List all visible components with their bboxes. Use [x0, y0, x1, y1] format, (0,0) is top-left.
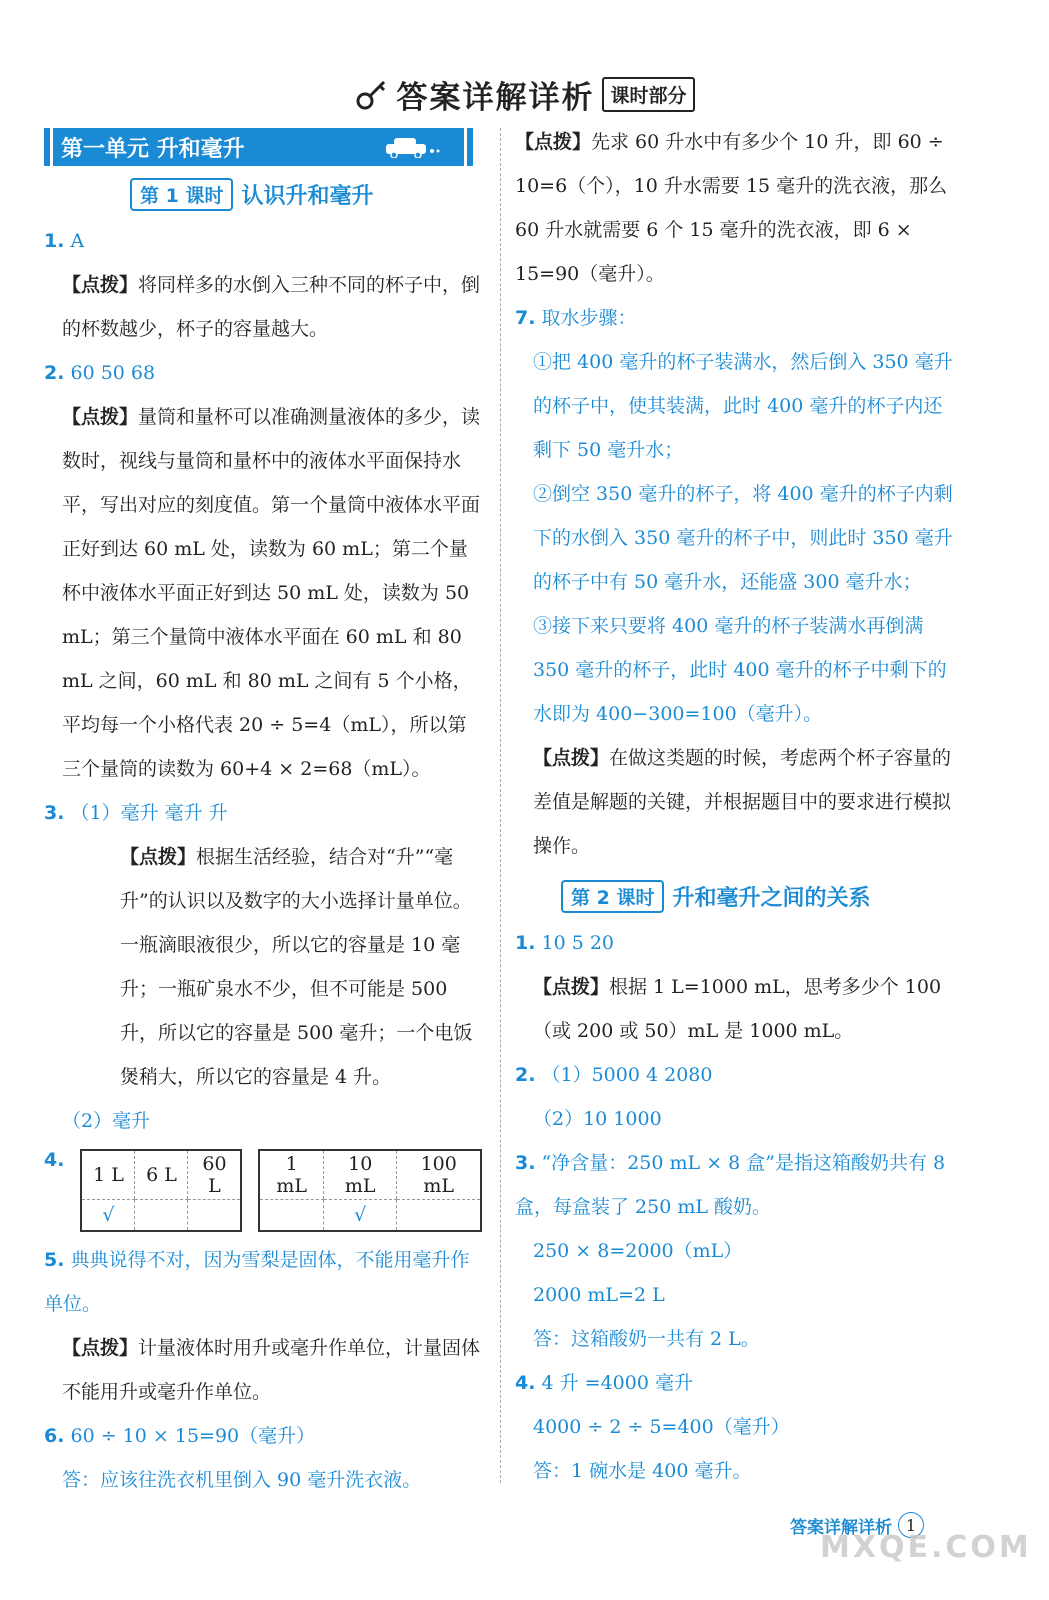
footer-label: 答案详解详析 [790, 1517, 892, 1538]
tip-text: 根据 1 L=1000 mL，思考多少个 100（或 200 或 50）mL 是 1000 mL。 [533, 976, 942, 1042]
answer: （2）毫升 [62, 1110, 151, 1132]
lesson-1-heading [130, 178, 482, 211]
question-number: 5. [44, 1249, 65, 1271]
tip-label: 【点拨】 [515, 131, 592, 153]
check-mark [135, 1200, 188, 1232]
tip [44, 1326, 482, 1414]
question-number: 1. [515, 932, 536, 954]
question-number: 2. [515, 1064, 536, 1086]
tip-text: 量筒和量杯可以准确测量液体的多少，读数时，视线与量筒和量杯中的液体水平面保持水平，写出对应的刻度值。第一个量筒中液体水平面正好到达 60 mL 处，读数为 60 mL；第二个量杯中液体水平面正好到达 50 mL 处，读数为 50 mL；第三个量筒中液体水平面在 60 mL 和 80 mL 之间，60 mL 和 80 mL 之间有 5 个小格，平均每一个小格代表 20 ÷ 5=4（mL），所以第三个量筒的读数为 60+4 × 2=68（mL）。 [62, 406, 481, 780]
tip [44, 395, 482, 791]
question-1 [44, 219, 482, 263]
answer: 4 升 =4000 毫升 [541, 1372, 693, 1394]
question-number: 4. [515, 1372, 536, 1394]
final-answer: 答：1 碗水是 400 毫升。 [533, 1460, 752, 1482]
tip-label: 【点拨】 [533, 747, 610, 769]
question-r4 [515, 1361, 955, 1405]
answer: （1）5000 4 2080 [541, 1064, 713, 1086]
question-r2 [515, 1053, 955, 1097]
car-icon [382, 136, 442, 158]
answer: 60 50 68 [70, 362, 156, 384]
tip-text: 先求 60 升水中有多少个 10 升，即 60 ÷ 10=6（个），10 升水需要 15 毫升的洗衣液，那么 60 升水就需要 6 个 15 毫升的洗衣液，即 6 × 15=90（毫升）。 [515, 131, 948, 285]
tip [515, 120, 955, 296]
page-header [0, 72, 1049, 122]
tip-text: 将同样多的水倒入三种不同的杯子中，倒的杯数越少，杯子的容量越大。 [62, 274, 481, 340]
check-mark: √ [323, 1200, 397, 1232]
table-header: 10 mL [323, 1150, 397, 1200]
question-number: 3. [44, 802, 65, 824]
question-r1 [515, 921, 955, 965]
answer-text: “净含量：250 mL × 8 盒”是指这箱酸奶共有 8 盒，每盒装了 250 mL 酸奶。 [515, 1152, 946, 1218]
page-title: 答案详解详析 [396, 80, 595, 116]
question-3 [44, 791, 482, 835]
tip [44, 263, 482, 351]
watermark: MXQE.COM [820, 1530, 1032, 1565]
question-r3 [515, 1141, 955, 1229]
calculation: 4000 ÷ 2 ÷ 5=400（毫升） [533, 1416, 790, 1438]
tip-text: 根据生活经验，结合对“升”“毫升”的认识以及数字的大小选择计量单位。一瓶滴眼液很少，所以它的容量是 10 毫升；一瓶矿泉水不少，但不可能是 500 升，所以它的容量是 500 毫升；一个电饭煲稍大，所以它的容量是 4 升。 [120, 846, 473, 1088]
check-mark: √ [81, 1200, 135, 1232]
tip-label: 【点拨】 [62, 406, 139, 428]
lesson-2-tag: 第 2 课时 [561, 880, 664, 913]
tip-label: 【点拨】 [62, 1337, 139, 1359]
tip-text: 在做这类题的时候，考虑两个杯子容量的差值是解题的关键，并根据题目中的要求进行模拟操作。 [533, 747, 952, 857]
question-6 [44, 1414, 482, 1458]
question-7 [515, 296, 955, 340]
unit-table-liters [80, 1149, 242, 1232]
lesson-1-tag: 第 1 课时 [130, 178, 233, 211]
calculation: 2000 mL=2 L [533, 1284, 665, 1306]
question-number: 2. [44, 362, 65, 384]
answer: （2）10 1000 [533, 1108, 662, 1130]
answer-intro: 取水步骤： [541, 307, 637, 329]
question-2 [44, 351, 482, 395]
tip [515, 965, 955, 1053]
lesson-2-heading [561, 880, 955, 913]
step-2: ②倒空 350 毫升的杯子，将 400 毫升的杯子内剩下的水倒入 350 毫升的杯子中，则此时 350 毫升的杯子中有 50 毫升水，还能盛 300 毫升水； [533, 483, 953, 593]
key-icon [354, 78, 388, 112]
final-answer: 答：这箱酸奶一共有 2 L。 [533, 1328, 760, 1350]
table-header: 1 L [81, 1150, 135, 1200]
question-number: 4. [44, 1149, 65, 1171]
table-header: 60 L [188, 1150, 242, 1200]
question-number: 6. [44, 1425, 65, 1447]
tip [44, 835, 482, 1099]
banner-bar-left [44, 128, 53, 166]
question-number: 1. [44, 230, 65, 252]
final-answer: 答：应该往洗衣机里倒入 90 毫升洗衣液。 [62, 1469, 422, 1491]
check-mark [259, 1200, 323, 1232]
page-number: 1 [898, 1512, 924, 1538]
right-column [515, 128, 955, 1493]
table-header: 6 L [135, 1150, 188, 1200]
left-column [44, 128, 482, 1502]
lesson-2-name: 升和毫升之间的关系 [672, 886, 871, 911]
check-mark [397, 1200, 481, 1232]
question-number: 3. [515, 1152, 536, 1174]
step-1: ①把 400 毫升的杯子装满水，然后倒入 350 毫升的杯子中，使其装满，此时 400 毫升的杯子内还剩下 50 毫升水； [533, 351, 953, 461]
column-divider [500, 128, 501, 1483]
lesson-1-name: 认识升和毫升 [241, 184, 374, 209]
table-header: 100 mL [397, 1150, 481, 1200]
tip [515, 736, 955, 868]
unit-table-milliliters [258, 1149, 482, 1232]
answer: 10 5 20 [541, 932, 615, 954]
tip-label: 【点拨】 [62, 274, 139, 296]
banner-bar-right [458, 128, 482, 166]
tip-label: 【点拨】 [120, 846, 197, 868]
calculation: 60 ÷ 10 × 15=90（毫升） [70, 1425, 316, 1447]
section-tag: 课时部分 [602, 77, 694, 112]
table-header: 1 mL [259, 1150, 323, 1200]
answer: A [70, 230, 85, 252]
answer: 典典说得不对，因为雪梨是固体，不能用毫升作单位。 [44, 1249, 470, 1315]
unit-banner [44, 128, 482, 166]
tip-label: 【点拨】 [533, 976, 610, 998]
calculation: 250 × 8=2000（mL） [533, 1240, 743, 1262]
answer: （1）毫升 毫升 升 [70, 802, 228, 824]
unit-title: 第一单元 升和毫升 [61, 136, 245, 162]
question-5 [44, 1238, 482, 1326]
tip-text: 计量液体时用升或毫升作单位，计量固体不能用升或毫升作单位。 [62, 1337, 481, 1403]
question-number: 7. [515, 307, 536, 329]
step-3: ③接下来只要将 400 毫升的杯子装满水再倒满 350 毫升的杯子，此时 400 毫升的杯子中剩下的水即为 400−300=100（毫升）。 [533, 615, 947, 725]
check-mark [188, 1200, 242, 1232]
question-4 [44, 1149, 482, 1232]
